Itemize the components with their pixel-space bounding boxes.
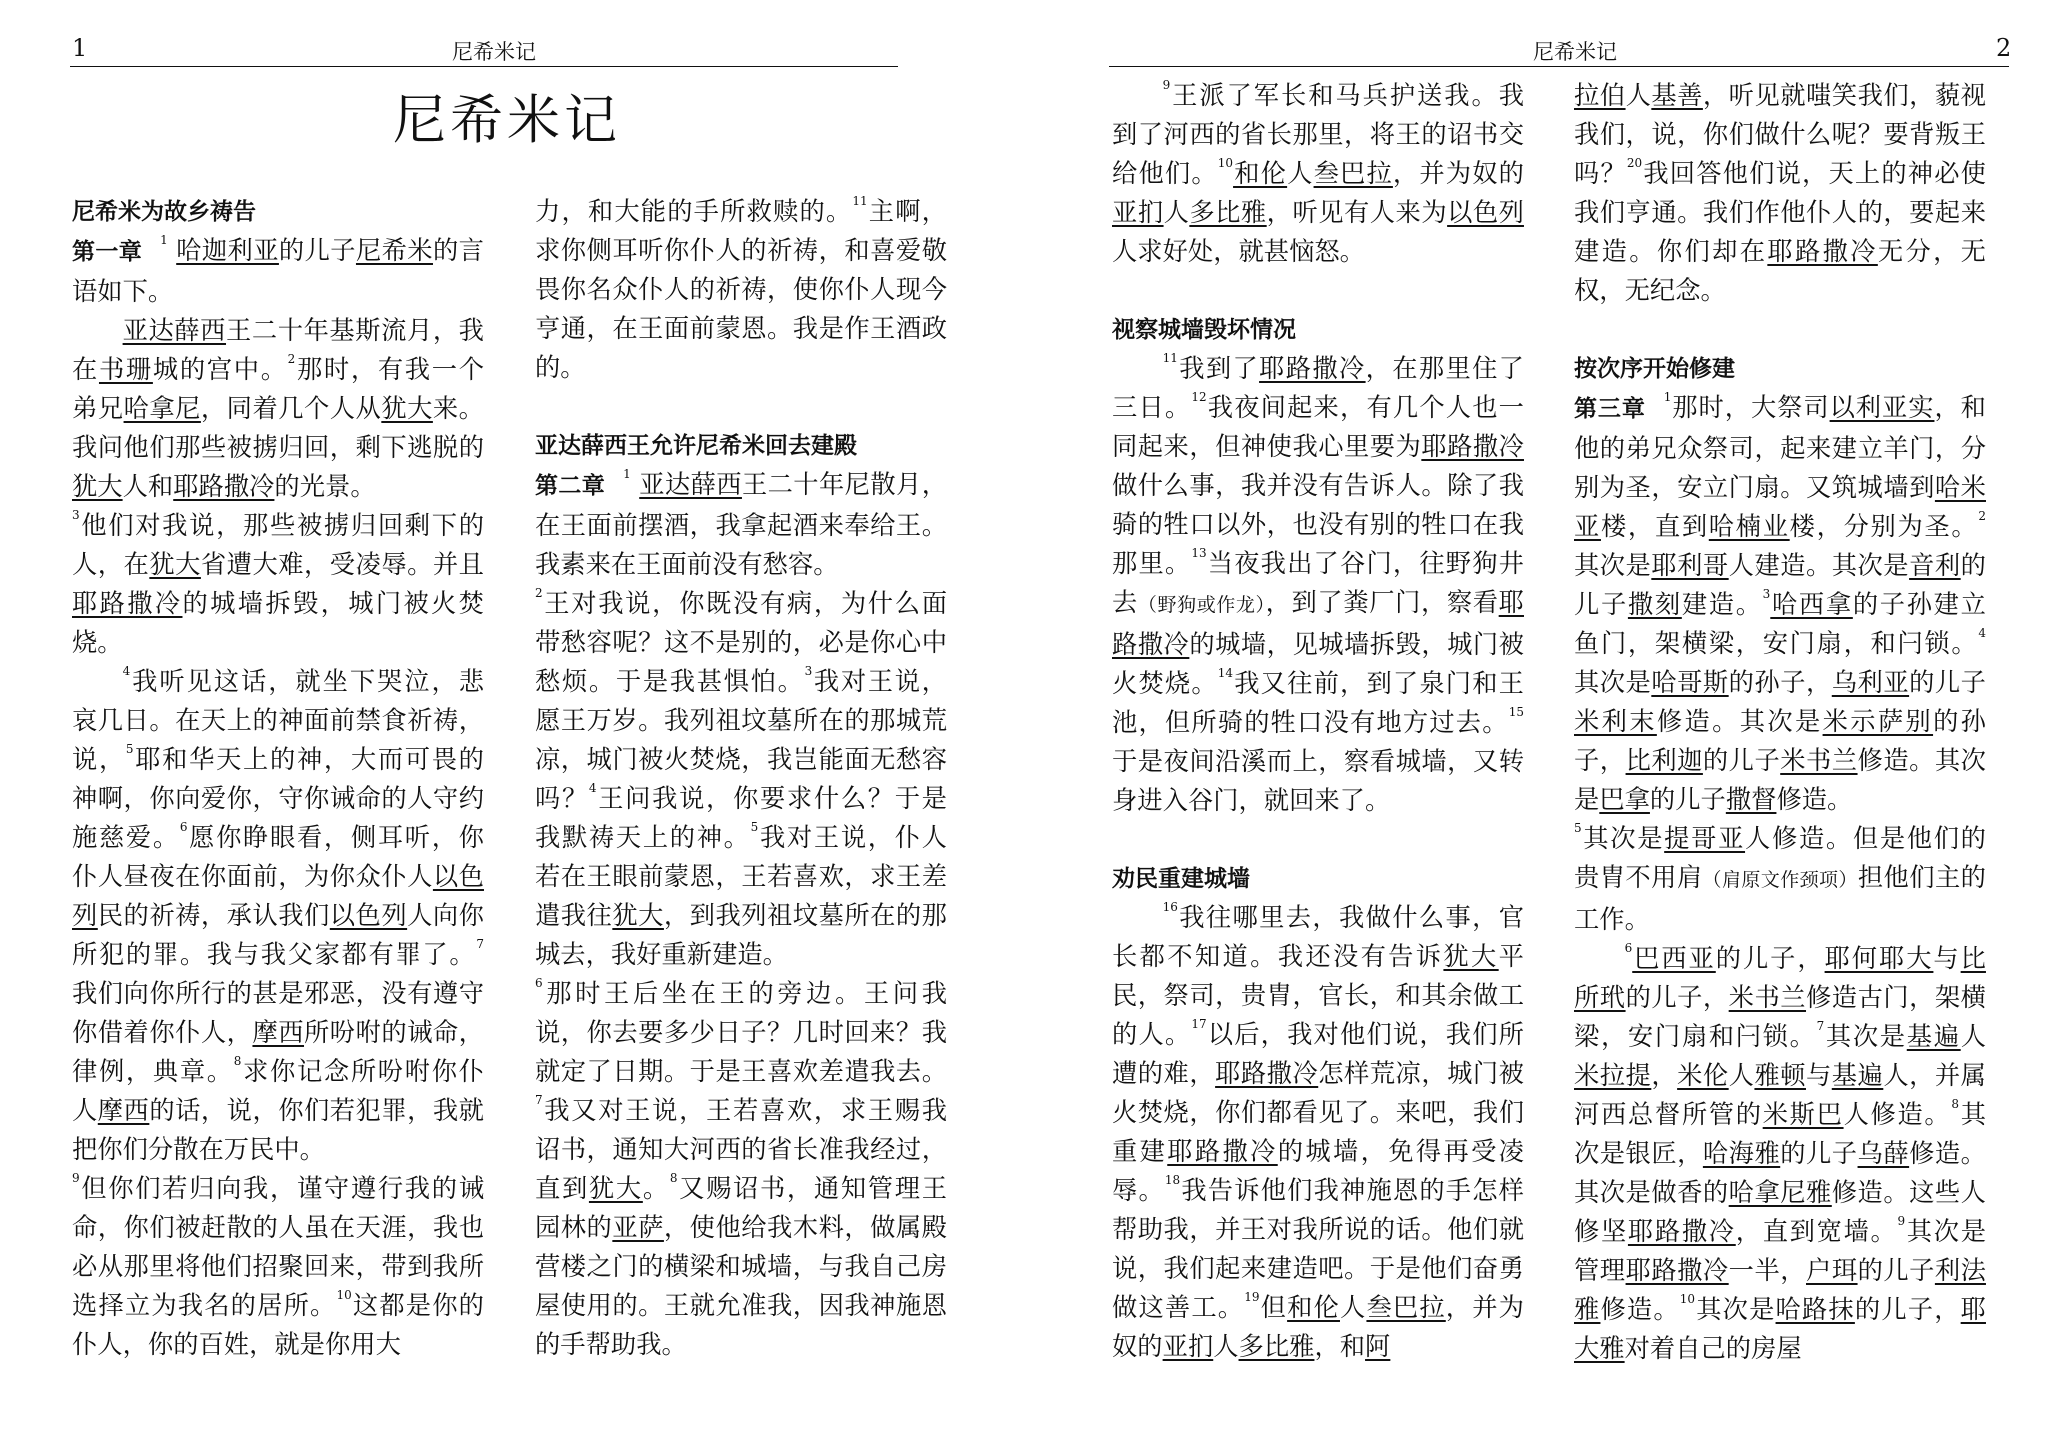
chapter-label: 第二章 [535,473,606,499]
verse-paragraph: $^{11}$我到了耶路撒冷，在那里住了三日。$^{12}$我夜间起来，有几个人也一同起来，但神使我心里要为耶路撒冷做什么事，我并没有告诉人。除了我骑的牲口以外，也没有别的牲口在我那里。$^{13}$当夜我出了谷门，往野狗井去（野狗或作龙），到了粪厂门，察看耶路撒冷的城墙，见城墙拆毁，城门被火焚烧。$^{14}$我又往前，到了泉门和王池，但所骑的牲口没有地方过去。$^{15}$于是夜间沿溪而上，察看城墙，又转身进入谷门，就回来了。 [1112,351,1524,815]
right-page [1024,0,2048,1447]
verse-paragraph: 第一章 $^1$ 哈迦利亚的儿子尼希米的言语如下。 [72,233,484,306]
verse-paragraph: 第二章 $^1$ 亚达薛西王二十年尼散月，在王面前摆酒，我拿起酒来奉给王。我素来在王面前没有愁容。 [535,467,947,579]
column-4 [1574,76,1986,1368]
footnote-inline: （肩原文作颈项） [1702,869,1858,891]
chapter-label: 第三章 [1574,396,1646,422]
verse-paragraph: $^5$其次是提哥亚人修造。但是他们的贵胄不用肩（肩原文作颈项）担他们主的工作。 [1574,821,1986,934]
footnote-inline: （野狗或作龙） [1137,594,1266,616]
book-title: 尼希米记 [393,90,621,151]
verse-paragraph: $^6$巴西亚的儿子，耶何耶大与比所玳的儿子，米书兰修造古门，架横梁，安门扇和闩锁。$^7$其次是基遍人米拉提，米伦人雅顿与基遍人，并属河西总督所管的米斯巴人修造。$^8$其次是银匠，哈海雅的儿子乌薛修造。其次是做香的哈拿尼雅修造。这些人修坚耶路撒冷，直到宽墙。$^9$其次是管理耶路撒冷一半，户珥的儿子利法雅修造。$^{10}$其次是哈路抹的儿子，耶大雅对着自己的房屋 [1574,941,1986,1363]
column-3 [1112,76,1524,1366]
page-number: 1 [72,34,88,62]
section-heading: 劝民重建城墙 [1112,866,1250,892]
column-1 [72,192,484,1364]
verse-paragraph: 亚达薛西王二十年基斯流月，我在书珊城的宫中。$^2$那时，有我一个弟兄哈拿尼，同着几个人从犹大来。我问他们那些被掳归回，剩下逃脱的犹大人和耶路撒冷的光景。 [72,316,484,501]
verse-paragraph: $^9$王派了军长和马兵护送我。我到了河西的省长那里，将王的诏书交给他们。$^{10}$和伦人叁巴拉，并为奴的亚扪人多比雅，听见有人来为以色列人求好处，就甚恼怒。 [1112,78,1524,266]
section-heading: 尼希米为故乡祷告 [72,199,256,225]
page-number: 2 [1996,34,2012,62]
verse-paragraph: $^4$我听见这话，就坐下哭泣，悲哀几日。在天上的神面前禁食祈祷，说，$^5$耶和华天上的神，大而可畏的神啊，你向爱你，守你诫命的人守约施慈爱。$^6$愿你睁眼看，侧耳听，你仆人昼夜在你面前，为你众仆人以色列民的祈祷，承认我们以色列人向你所犯的罪。我与我父家都有罪了。$^7$我们向你所行的甚是邪恶，没有遵守你借着你仆人，摩西所吩咐的诫命，律例，典章。$^8$求你记念所吩咐你仆人摩西的话，说，你们若犯罪，我就把你们分散在万民中。 [72,664,484,1164]
running-title: 尼希米记 [452,40,536,64]
verse-paragraph: $^2$王对我说，你既没有病，为什么面带愁容呢？这不是别的，必是你心中愁烦。于是我甚惧怕。$^3$我对王说，愿王万岁。我列祖坟墓所在的那城荒凉，城门被火焚烧，我岂能面无愁容吗？$^4$王问我说，你要求什么？于是我默祷天上的神。$^5$我对王说，仆人若在王眼前蒙恩，王若喜欢，求王差遣我往犹大，到我列祖坟墓所在的那城去，我好重新建造。 [535,586,947,969]
section-heading: 按次序开始修建 [1574,356,1735,382]
column-2 [535,192,947,1364]
verse-paragraph: 第三章 $^1$那时，大祭司以利亚实，和他的弟兄众祭司，起来建立羊门，分别为圣，安立门扇。又筑城墙到哈米亚楼，直到哈楠业楼，分别为圣。$^2$其次是耶利哥人建造。其次是音利的儿子撒刻建造。$^3$哈西拿的子孙建立鱼门，架横梁，安门扇，和闩锁。$^4$其次是哈哥斯的孙子，乌利亚的儿子米利末修造。其次是米示萨别的孙子，比利迦的儿子米书兰修造。其次是巴拿的儿子撒督修造。 [1574,390,1986,814]
running-title: 尼希米记 [1533,40,1617,64]
verse-paragraph: 力，和大能的手所救赎的。$^{11}$主啊，求你侧耳听你仆人的祈祷，和喜爱敬畏你名众仆人的祈祷，使你仆人现今亨通，在王面前蒙恩。我是作王酒政的。 [535,194,947,382]
section-heading: 亚达薛西王允许尼希米回去建殿 [535,433,857,459]
verse-paragraph: 拉伯人基善，听见就嗤笑我们，藐视我们，说，你们做什么呢？要背叛王吗？$^{20}$我回答他们说，天上的神必使我们亨通。我们作他仆人的，要起来建造。你们却在耶路撒冷无分，无权，无纪念。 [1574,81,1986,305]
page-header [70,34,898,67]
verse-paragraph: $^3$他们对我说，那些被掳归回剩下的人，在犹大省遭大难，受凌辱。并且耶路撒冷的城墙拆毁，城门被火焚烧。 [72,508,484,657]
verse-paragraph: $^6$那时王后坐在王的旁边。王问我说，你去要多少日子？几时回来？我就定了日期。于是王喜欢差遣我去。$^7$我又对王说，王若喜欢，求王赐我诏书，通知大河西的省长准我经过，直到犹大。$^8$又赐诏书，通知管理王园林的亚萨，使他给我木料，做属殿营楼之门的横梁和城墙，与我自己房屋使用的。王就允准我，因我神施恩的手帮助我。 [535,976,947,1359]
section-heading: 视察城墙毁坏情况 [1112,317,1296,343]
verse-paragraph: $^{16}$我往哪里去，我做什么事，官长都不知道。我还没有告诉犹大平民，祭司，贵胄，官长，和其余做工的人。$^{17}$以后，我对他们说，我们所遭的难，耶路撒冷怎样荒凉，城门被火焚烧，你们都看见了。来吧，我们重建耶路撒冷的城墙，免得再受凌辱。$^{18}$我告诉他们我神施恩的手怎样帮助我，并王对我所说的话。他们就说，我们起来建造吧。于是他们奋勇做这善工。$^{19}$但和伦人叁巴拉，并为奴的亚扪人多比雅，和阿 [1112,900,1524,1361]
page-header [1109,34,2012,67]
verse-paragraph: $^9$但你们若归向我，谨守遵行我的诫命，你们被赶散的人虽在天涯，我也必从那里将他们招聚回来，带到我所选择立为我名的居所。$^{10}$这都是你的仆人，你的百姓，就是你用大 [72,1171,484,1359]
chapter-label: 第一章 [72,239,143,265]
